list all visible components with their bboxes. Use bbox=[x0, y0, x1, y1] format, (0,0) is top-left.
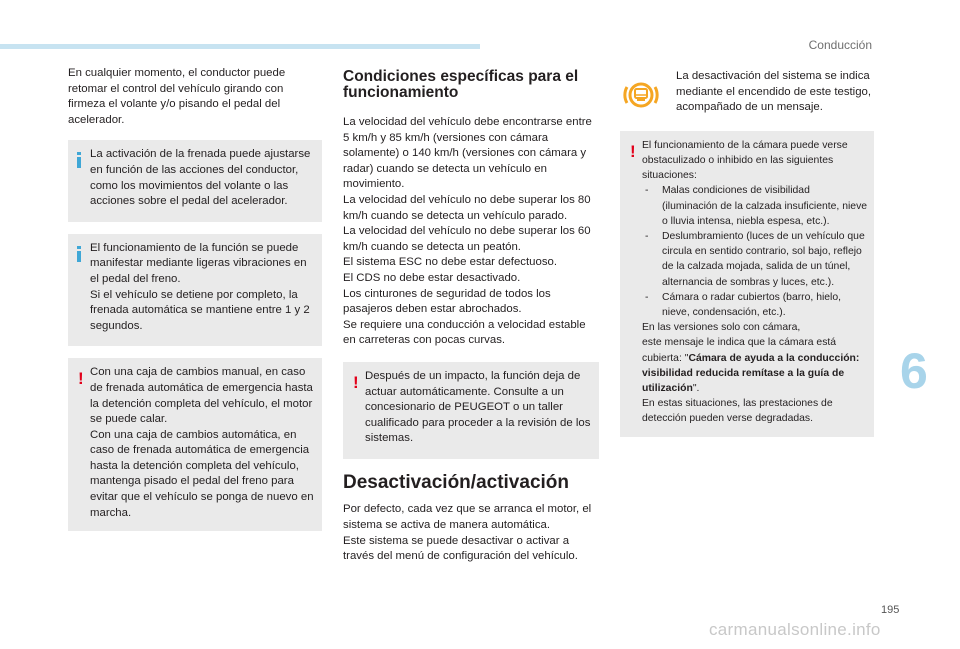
deactivation-line2: Este sistema se puede desactivar o activar a través del menú de configuración del vehículo. bbox=[343, 534, 578, 563]
condition-line: El sistema ESC no debe estar defectuoso. bbox=[343, 256, 558, 269]
top-accent-bar bbox=[0, 44, 480, 49]
list-item: - Malas condiciones de visibilidad (iluminación de la calzada insuficiente, nieve o lluvia intensa, niebla espesa, etc.). bbox=[645, 185, 868, 227]
indicator-text: La desactivación del sistema se indica mediante el encendido de este testigo, acompañado de un mensaje. bbox=[676, 70, 872, 114]
list-item: - Cámara o radar cubiertos (barro, hielo, nieve, condensación, etc.). bbox=[645, 291, 842, 319]
info-box-2-line2: Si el vehículo se detiene por completo, la frenada automática se mantiene entre 1 y 2 segundos. bbox=[90, 288, 310, 332]
warning-box-middle-text: Después de un impacto, la función deja de actuar automáticamente. Consulte a un concesionario de PEUGEOT o un taller cualificado para proceder a la revisión de los sistemas. bbox=[365, 369, 591, 445]
condition-line: Se requiere una conducción a velocidad estable en carreteras con pocas curvas. bbox=[343, 318, 586, 347]
camera-covered-message: este mensaje le indica que la cámara está cubierta: "Cámara de ayuda a la conducción: visibilidad reducida remítase a la guía de utilización". bbox=[642, 337, 860, 395]
brake-warning-icon bbox=[620, 74, 662, 116]
conditions-heading: Condiciones específicas para el funcionamiento bbox=[343, 68, 579, 101]
page-number: 195 bbox=[881, 604, 900, 616]
intro-paragraph: En cualquier momento, el conductor puede retomar el control del vehículo girando con firmeza el volante y/o pisando el pedal del acelerador. bbox=[68, 67, 286, 126]
condition-line: Los cinturones de seguridad de todos los pasajeros deben estar abrochados. bbox=[343, 287, 551, 316]
camera-intro: El funcionamiento de la cámara puede verse obstaculizado o inhibido en las siguientes situaciones: bbox=[642, 139, 848, 182]
deactivation-line1: Por defecto, cada vez que se arranca el motor, el sistema se activa de manera automática. bbox=[343, 503, 592, 532]
warning-box-left bbox=[68, 358, 322, 531]
condition-line: La velocidad del vehículo no debe superar los 80 km/h cuando se detecta un vehículo parado. bbox=[343, 193, 591, 222]
warning-exclamation-icon: ! bbox=[630, 141, 636, 161]
warning-exclamation-icon: ! bbox=[353, 372, 359, 392]
deactivation-heading: Desactivación/activación bbox=[343, 471, 569, 493]
warning-box-right bbox=[620, 131, 874, 437]
degraded-performance-line: En estas situaciones, las prestaciones de detección pueden verse degradadas. bbox=[642, 398, 833, 425]
info-box-1 bbox=[68, 140, 322, 221]
watermark: carmanualsonline.info bbox=[709, 620, 881, 639]
list-item: - Deslumbramiento (luces de un vehículo que circula en sentido contrario, sol bajo, reflejo de la calzada mojada, salida de un túnel, alternancia de sombras y luces, etc.). bbox=[645, 231, 865, 288]
indicator-block bbox=[620, 69, 874, 116]
warning-box-left-line1: Con una caja de cambios manual, en caso de frenada automática de emergencia hasta la detención completa del vehículo, el motor se puede calar. bbox=[90, 366, 313, 426]
warning-box-left-line2: Con una caja de cambios automática, en caso de frenada automática de emergencia hasta la detención completa del vehículo, mantenga pisado el pedal del freno para evitar que el vehículo se ponga de nuevo en marcha. bbox=[90, 428, 314, 519]
section-title: Conducción bbox=[808, 38, 872, 52]
info-icon bbox=[77, 246, 81, 262]
condition-line: La velocidad del vehículo debe encontrarse entre 5 km/h y 85 km/h (versiones con cámara solamente) o 140 km/h (versiones con cámara y radar) cuando se detecta un vehículo en movimiento. bbox=[343, 116, 592, 191]
camera-only-line: En las versiones solo con cámara, bbox=[642, 322, 801, 334]
camera-conditions-list bbox=[642, 183, 868, 320]
conditions-list bbox=[343, 115, 599, 349]
right-column bbox=[620, 69, 874, 437]
info-box-1-text: La activación de la frenada puede ajustarse en función de las acciones del conductor, como los movimientos del volante o las acciones sobre el pedal del acelerador. bbox=[90, 148, 311, 208]
condition-line: El CDS no debe estar desactivado. bbox=[343, 271, 521, 284]
condition-line: La velocidad del vehículo no debe superar los 60 km/h cuando se detecta un peatón. bbox=[343, 225, 591, 253]
chapter-number: 6 bbox=[900, 343, 928, 399]
middle-column bbox=[343, 69, 599, 565]
warning-box-middle bbox=[343, 362, 599, 459]
left-column bbox=[68, 66, 322, 531]
info-icon bbox=[77, 152, 81, 168]
warning-exclamation-icon: ! bbox=[78, 369, 84, 389]
info-box-2 bbox=[68, 234, 322, 347]
info-box-2-line1: El funcionamiento de la función se puede manifestar mediante ligeras vibraciones en el pedal del freno. bbox=[90, 241, 307, 285]
